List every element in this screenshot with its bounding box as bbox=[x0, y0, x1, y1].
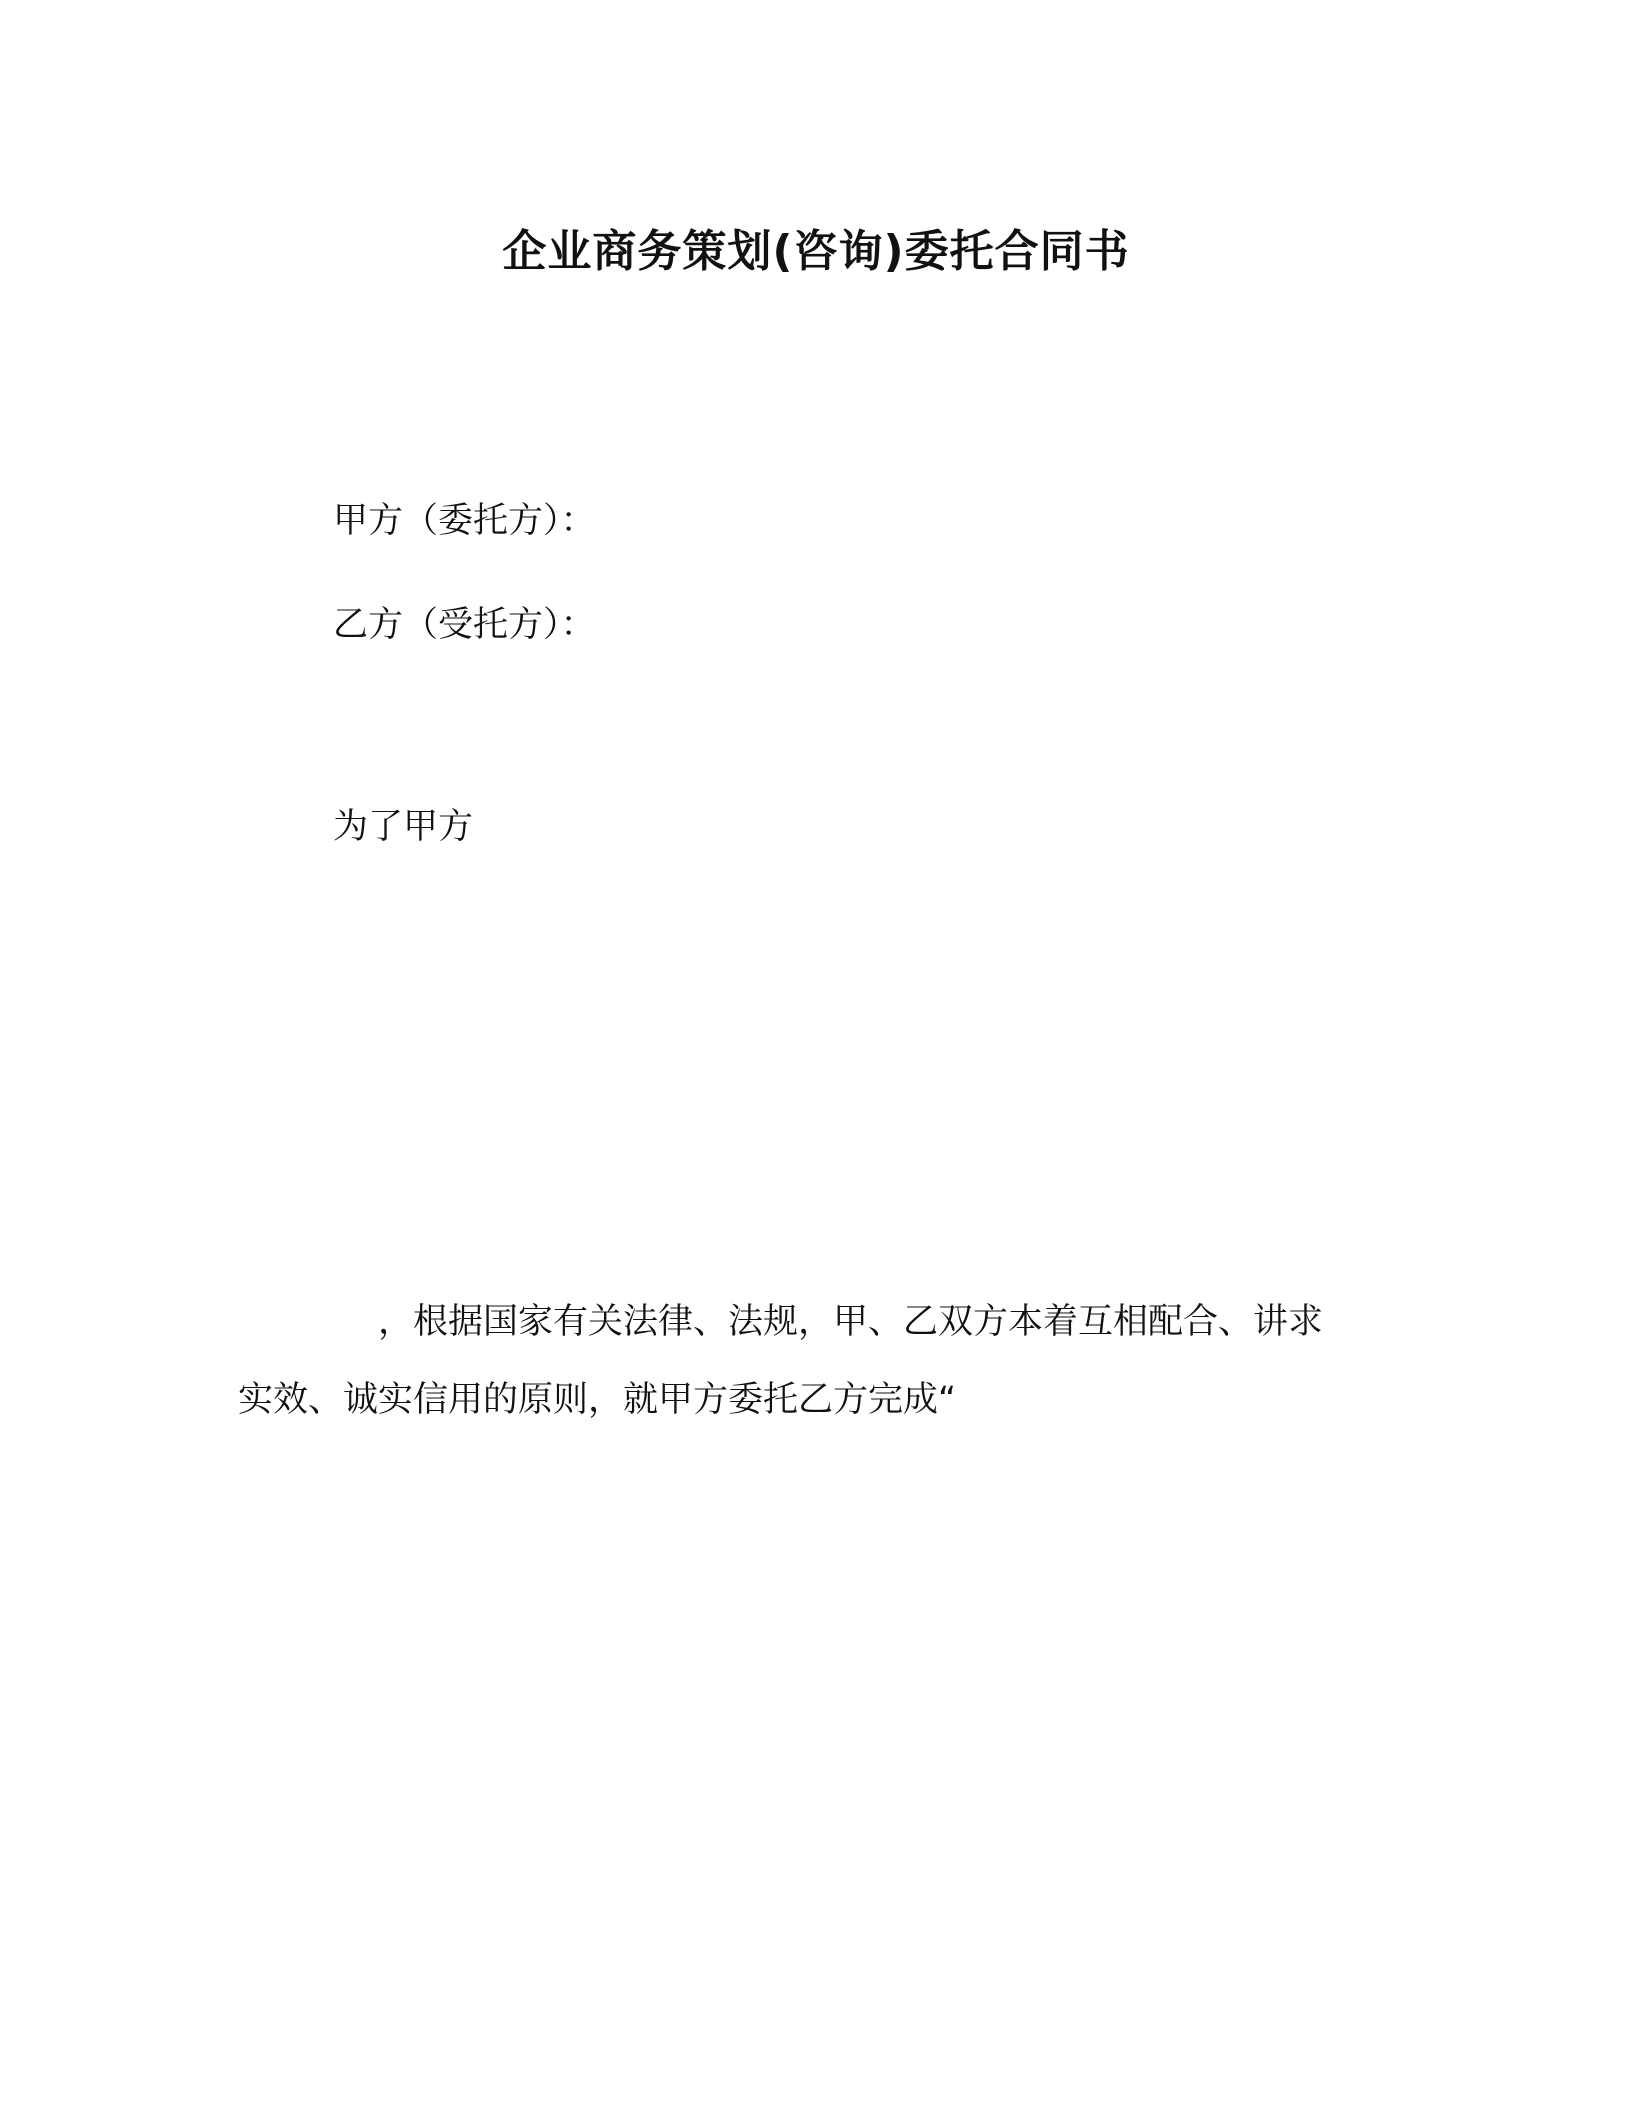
paragraph-line-2: 实效、诚实信用的原则，就甲方委托乙方完成“ bbox=[238, 1380, 957, 1420]
party-a-label: 甲方（委托方）： bbox=[333, 501, 596, 541]
paragraph-line-1: ，根据国家有关法律、法规，甲、乙双方本着互相配合、讲求 bbox=[378, 1302, 1324, 1342]
document-title: 企业商务策划(咨询)委托合同书 bbox=[502, 226, 1130, 277]
party-b-label: 乙方（受托方）： bbox=[333, 605, 596, 645]
intro-text: 为了甲方 bbox=[333, 807, 474, 847]
